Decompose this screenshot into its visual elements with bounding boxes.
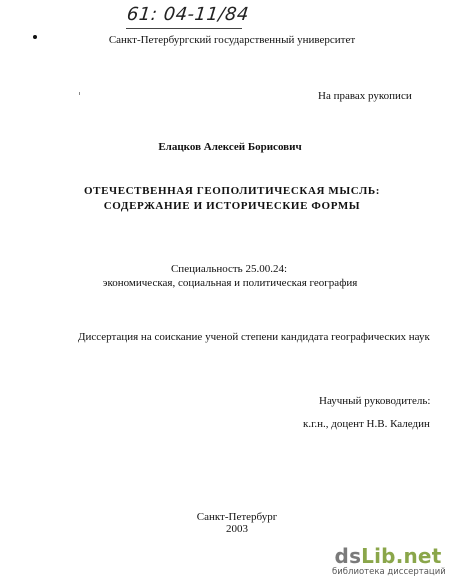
watermark-logo-text [332, 545, 444, 567]
watermark-logo-suffix: Lib.net [361, 544, 442, 568]
publication-year: 2003 [226, 523, 248, 535]
university-name: Санкт-Петербургский государственный университет [108, 34, 356, 46]
supervisor-name: к.г.н., доцент Н.В. Каледин [303, 418, 430, 430]
manuscript-rights-note: На правах рукописи [318, 90, 412, 102]
watermark-caption: библиотека диссертаций [332, 567, 446, 577]
specialty-name: экономическая, социальная и политическая география [102, 277, 358, 289]
thesis-title-line-1: ОТЕЧЕСТВЕННАЯ ГЕОПОЛИТИЧЕСКАЯ МЫСЛЬ: [84, 185, 380, 197]
publication-city: Санкт-Петербург [196, 511, 278, 523]
handwritten-archive-code: 61: 04-11/84 [125, 4, 251, 25]
thesis-title-line-2: СОДЕРЖАНИЕ И ИСТОРИЧЕСКИЕ ФОРМЫ [103, 200, 361, 212]
margin-tick-mark [79, 92, 80, 95]
watermark-logo-prefix: ds [334, 544, 362, 568]
degree-statement: Диссертация на соискание ученой степени кандидата географических наук [78, 331, 430, 343]
supervisor-label: Научный руководитель: [319, 395, 431, 407]
specialty-code: Специальность 25.00.24: [170, 263, 288, 275]
dslib-watermark-logo [332, 545, 444, 578]
stamp-underline [126, 28, 242, 29]
author-name: Елацков Алексей Борисович [158, 141, 302, 153]
